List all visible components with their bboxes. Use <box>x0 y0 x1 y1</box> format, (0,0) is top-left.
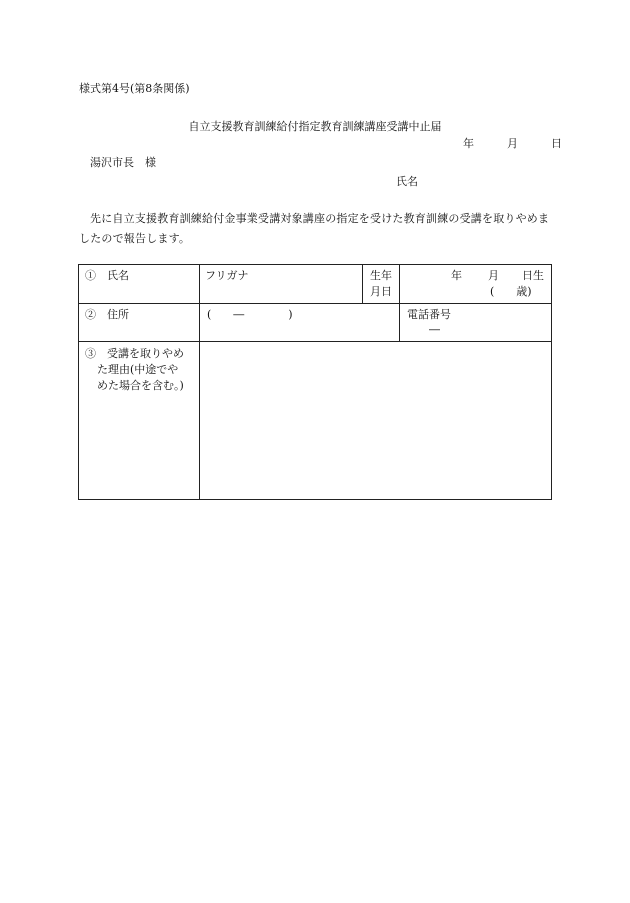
birth-label-line2: 月日 <box>370 285 392 298</box>
date-year: 年 <box>463 137 474 150</box>
reason-label-line1: ③ 受講を取りやめ <box>85 347 184 360</box>
postal-code-field: ( ― ) <box>207 308 293 321</box>
reason-row-label <box>85 346 184 394</box>
row-divider <box>79 341 551 342</box>
date-day: 日 <box>551 137 562 150</box>
name-row-label: ① 氏名 <box>85 269 129 282</box>
form-table <box>78 264 552 500</box>
date-month: 月 <box>507 137 518 150</box>
phone-dash: ― <box>429 323 440 336</box>
phone-label: 電話番号 <box>407 308 451 321</box>
birth-month: 月 <box>488 269 499 282</box>
date-line <box>463 137 562 151</box>
birth-year: 年 <box>451 269 462 282</box>
address-row-label: ② 住所 <box>85 308 129 321</box>
column-divider <box>199 265 200 499</box>
document-title: 自立支援教育訓練給付指定教育訓練講座受講中止届 <box>188 120 442 133</box>
reason-label-line3: めた場合を含む。) <box>97 379 184 392</box>
birth-day: 日生 <box>522 269 544 282</box>
row-divider <box>79 303 551 304</box>
birth-label-line1: 生年 <box>370 269 392 282</box>
age-field: ( 歳) <box>490 285 532 298</box>
form-number: 様式第4号(第8条関係) <box>79 82 190 95</box>
furigana-label: フリガナ <box>205 269 249 282</box>
column-divider <box>362 265 363 303</box>
column-divider <box>399 265 400 341</box>
applicant-name-label: 氏名 <box>396 175 418 188</box>
addressee: 湯沢市長 様 <box>90 156 156 169</box>
reason-label-line2: た理由(中途でや <box>97 363 179 376</box>
body-text: 先に自立支援教育訓練給付金事業受講対象講座の指定を受けた教育訓練の受講を取りやめましたので報告します。 <box>79 212 550 245</box>
